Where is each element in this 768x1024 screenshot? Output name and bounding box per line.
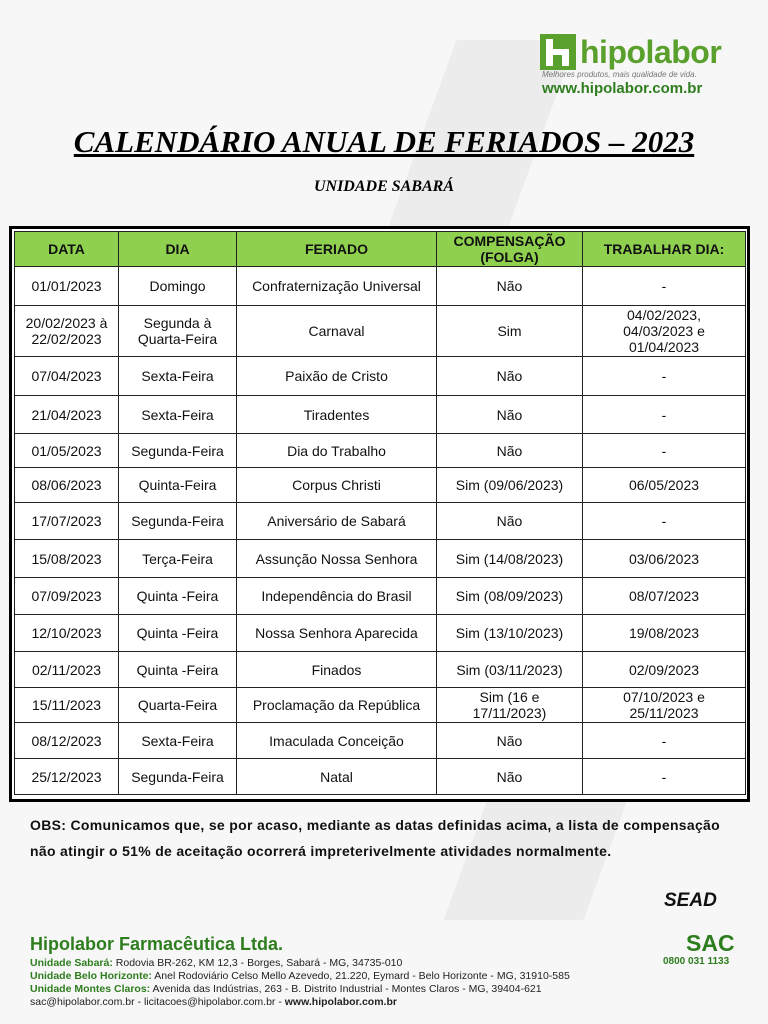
cell-compensation: Sim (08/09/2023)	[437, 578, 583, 615]
footer-address	[30, 957, 402, 969]
cell-holiday: Tiradentes	[237, 396, 437, 434]
table-row	[15, 468, 746, 503]
cell-compensation: Sim	[437, 306, 583, 357]
cell-holiday: Aniversário de Sabará	[237, 503, 437, 540]
table-header-row	[15, 232, 746, 267]
column-header: DATA	[15, 232, 119, 267]
table-row	[15, 615, 746, 652]
column-header: COMPENSAÇÃO (FOLGA)	[437, 232, 583, 267]
cell-workday: 06/05/2023	[583, 468, 746, 503]
cell-date: 21/04/2023	[15, 396, 119, 434]
cell-date: 20/02/2023 à 22/02/2023	[15, 306, 119, 357]
cell-holiday: Finados	[237, 652, 437, 688]
column-header: DIA	[119, 232, 237, 267]
cell-date: 01/01/2023	[15, 267, 119, 306]
cell-date: 25/12/2023	[15, 759, 119, 795]
cell-date: 08/06/2023	[15, 468, 119, 503]
cell-workday: -	[583, 723, 746, 759]
cell-compensation: Sim (09/06/2023)	[437, 468, 583, 503]
footer-address-text: Avenida das Indústrias, 263 - B. Distrito Industrial - Montes Claros - MG, 39404-621	[150, 983, 542, 995]
cell-day: Terça-Feira	[119, 540, 237, 578]
table-row	[15, 652, 746, 688]
footer-address-label: Unidade Montes Claros:	[30, 983, 151, 995]
column-header: FERIADO	[237, 232, 437, 267]
sac-label: SAC	[686, 930, 735, 956]
cell-date: 15/08/2023	[15, 540, 119, 578]
cell-workday: 19/08/2023	[583, 615, 746, 652]
cell-holiday: Paixão de Cristo	[237, 357, 437, 396]
cell-holiday: Corpus Christi	[237, 468, 437, 503]
cell-workday: -	[583, 434, 746, 468]
cell-workday: -	[583, 267, 746, 306]
column-header: TRABALHAR DIA:	[583, 232, 746, 267]
footer-address	[30, 970, 570, 982]
cell-holiday: Confraternização Universal	[237, 267, 437, 306]
page-title: CALENDÁRIO ANUAL DE FERIADOS – 2023	[73, 124, 695, 159]
cell-compensation: Não	[437, 759, 583, 795]
table-row	[15, 759, 746, 795]
cell-holiday: Imaculada Conceição	[237, 723, 437, 759]
cell-date: 08/12/2023	[15, 723, 119, 759]
logo-tagline: Melhores produtos, mais qualidade de vida.	[542, 70, 697, 79]
page-subtitle: UNIDADE SABARÁ	[313, 178, 455, 195]
cell-workday: -	[583, 396, 746, 434]
cell-workday: -	[583, 357, 746, 396]
cell-date: 17/07/2023	[15, 503, 119, 540]
table-row	[15, 357, 746, 396]
cell-day: Quinta-Feira	[119, 468, 237, 503]
footer-address-label: Unidade Belo Horizonte:	[30, 970, 152, 982]
cell-date: 15/11/2023	[15, 688, 119, 723]
cell-day: Quinta -Feira	[119, 652, 237, 688]
cell-workday: 07/10/2023 e 25/11/2023	[583, 688, 746, 723]
cell-day: Segunda-Feira	[119, 503, 237, 540]
cell-day: Sexta-Feira	[119, 723, 237, 759]
logo-name: hipolabor	[580, 34, 722, 70]
table-row	[15, 578, 746, 615]
table-row	[15, 396, 746, 434]
table-row	[15, 723, 746, 759]
cell-holiday: Proclamação da República	[237, 688, 437, 723]
observation-note: OBS: Comunicamos que, se por acaso, mediante as datas definidas acima, a lista de compensação não atingir o 51% de aceitação ocorrerá impreterivelmente atividades normalmente.	[30, 817, 720, 859]
cell-workday: 02/09/2023	[583, 652, 746, 688]
cell-holiday: Natal	[237, 759, 437, 795]
cell-workday: 04/02/2023, 04/03/2023 e 01/04/2023	[583, 306, 746, 357]
footer-address-text: Anel Rodoviário Celso Mello Azevedo, 21.220, Eymard - Belo Horizonte - MG, 31910-585	[151, 970, 570, 982]
cell-holiday: Assunção Nossa Senhora	[237, 540, 437, 578]
cell-day: Segunda-Feira	[119, 434, 237, 468]
cell-compensation: Não	[437, 396, 583, 434]
footer-address-text: Rodovia BR-262, KM 12,3 - Borges, Sabará - MG, 34735-010	[112, 957, 403, 969]
cell-date: 02/11/2023	[15, 652, 119, 688]
table-row	[15, 688, 746, 723]
cell-day: Quinta -Feira	[119, 578, 237, 615]
footer-contacts	[30, 996, 397, 1008]
footer-address-label: Unidade Sabará:	[30, 957, 113, 969]
cell-compensation: Não	[437, 723, 583, 759]
cell-compensation: Sim (14/08/2023)	[437, 540, 583, 578]
footer-company-name: Hipolabor Farmacêutica Ltda.	[30, 934, 284, 954]
cell-date: 07/09/2023	[15, 578, 119, 615]
cell-compensation: Sim (03/11/2023)	[437, 652, 583, 688]
cell-day: Sexta-Feira	[119, 396, 237, 434]
cell-day: Quarta-Feira	[119, 688, 237, 723]
holiday-table-frame	[9, 226, 750, 802]
cell-day: Sexta-Feira	[119, 357, 237, 396]
table-body	[15, 267, 746, 795]
cell-holiday: Independência do Brasil	[237, 578, 437, 615]
cell-compensation: Não	[437, 357, 583, 396]
table-row	[15, 503, 746, 540]
table-row	[15, 540, 746, 578]
footer-emails[interactable]: sac@hipolabor.com.br - licitacoes@hipolabor.com.br -	[30, 996, 285, 1008]
cell-compensation: Não	[437, 434, 583, 468]
table-row	[15, 434, 746, 468]
cell-date: 01/05/2023	[15, 434, 119, 468]
cell-workday: -	[583, 503, 746, 540]
table-row	[15, 306, 746, 357]
cell-holiday: Carnaval	[237, 306, 437, 357]
holiday-table	[14, 231, 746, 795]
cell-day: Quinta -Feira	[119, 615, 237, 652]
cell-date: 07/04/2023	[15, 357, 119, 396]
cell-compensation: Sim (16 e 17/11/2023)	[437, 688, 583, 723]
hipolabor-h-icon	[540, 34, 576, 70]
cell-compensation: Não	[437, 503, 583, 540]
footer-website[interactable]: www.hipolabor.com.br	[284, 996, 397, 1008]
cell-compensation: Sim (13/10/2023)	[437, 615, 583, 652]
cell-date: 12/10/2023	[15, 615, 119, 652]
cell-workday: -	[583, 759, 746, 795]
cell-compensation: Não	[437, 267, 583, 306]
cell-holiday: Dia do Trabalho	[237, 434, 437, 468]
cell-day: Segunda-Feira	[119, 759, 237, 795]
table-row	[15, 267, 746, 306]
cell-workday: 08/07/2023	[583, 578, 746, 615]
cell-workday: 03/06/2023	[583, 540, 746, 578]
footer-address	[30, 983, 542, 995]
logo-url[interactable]: www.hipolabor.com.br	[542, 80, 703, 97]
cell-holiday: Nossa Senhora Aparecida	[237, 615, 437, 652]
cell-day: Domingo	[119, 267, 237, 306]
sac-phone[interactable]: 0800 031 1133	[663, 956, 730, 967]
signature: SEAD	[664, 890, 717, 911]
cell-day: Segunda à Quarta-Feira	[119, 306, 237, 357]
